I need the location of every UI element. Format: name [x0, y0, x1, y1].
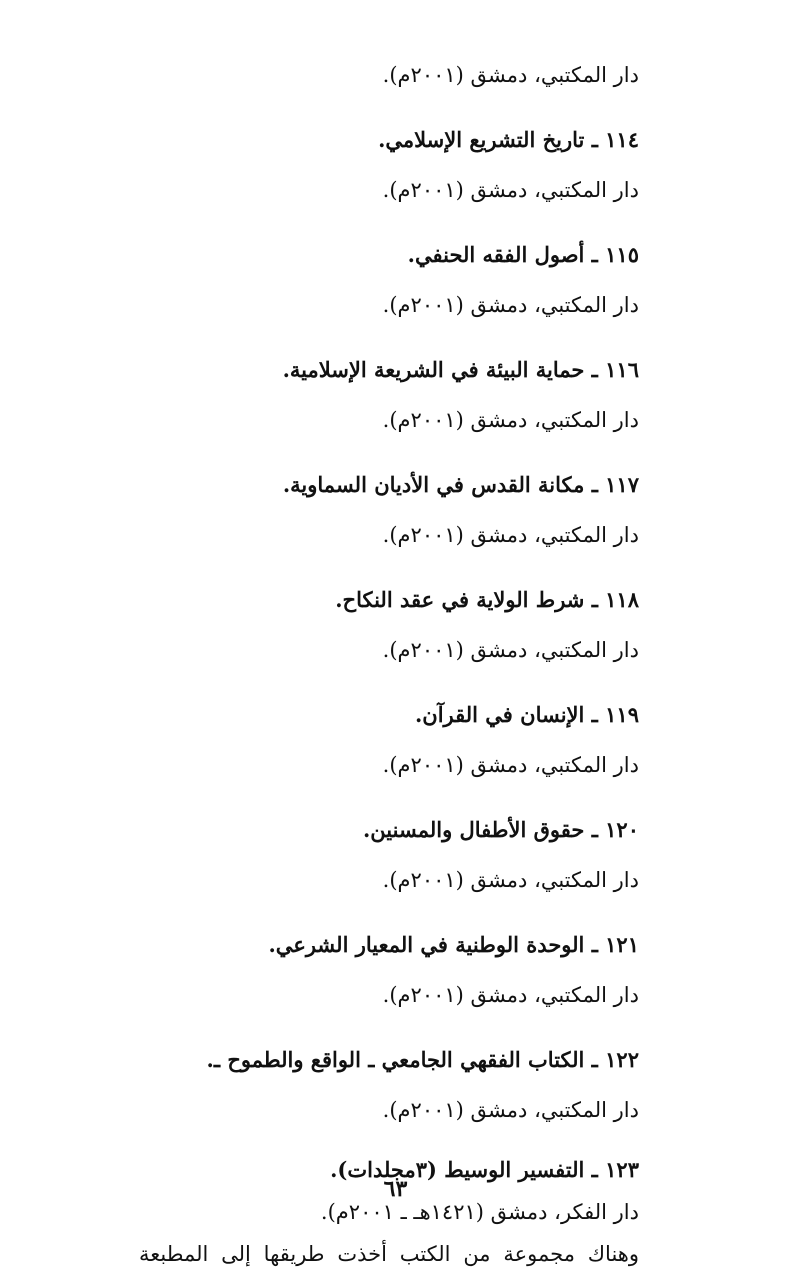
- list-item: [119, 689, 639, 791]
- list-item: [119, 1149, 639, 1275]
- bibliography-list: [119, 50, 639, 1288]
- publisher-line: دار المكتبي، دمشق (٢٠٠١م).: [382, 293, 639, 317]
- book-title: ١١٥ ـ أصول الفقه الحنفي.: [407, 242, 639, 267]
- page-number: ٦٣: [383, 1176, 408, 1202]
- publisher-line: دار المكتبي، دمشق (٢٠٠١م).: [382, 408, 639, 432]
- publisher-line: دار الفكر، دمشق (١٤٢١هـ ـ ٢٠٠١م).: [320, 1200, 639, 1224]
- book-title: ١١٦ ـ حماية البيئة في الشريعة الإسلامية.: [282, 357, 639, 382]
- list-item: [119, 459, 639, 561]
- book-title: ١٢١ ـ الوحدة الوطنية في المعيار الشرعي.: [268, 932, 639, 957]
- list-item: [119, 1034, 639, 1136]
- publisher-line: دار المكتبي، دمشق (٢٠٠١م).: [382, 1098, 639, 1122]
- closing-paragraph: وهناك مجموعة من الكتب أخذت طريقها إلى المطبعة: [139, 1242, 639, 1266]
- publisher-line: دار المكتبي، دمشق (٢٠٠١م).: [382, 63, 639, 87]
- list-item: [119, 50, 639, 101]
- book-title: ١٢٣ ـ التفسير الوسيط (٣مجلدات).: [330, 1157, 639, 1182]
- publisher-line: دار المكتبي، دمشق (٢٠٠١م).: [382, 523, 639, 547]
- list-item: [119, 919, 639, 1021]
- list-item: [119, 344, 639, 446]
- list-item: [119, 574, 639, 676]
- book-title: ١٢٠ ـ حقوق الأطفال والمسنين.: [362, 817, 639, 842]
- publisher-line: دار المكتبي، دمشق (٢٠٠١م).: [382, 753, 639, 777]
- book-title: ١٢٢ ـ الكتاب الفقهي الجامعي ـ الواقع والطموح ـ.: [206, 1047, 639, 1072]
- list-item: [119, 114, 639, 216]
- publisher-line: دار المكتبي، دمشق (٢٠٠١م).: [382, 178, 639, 202]
- book-title: ١١٧ ـ مكانة القدس في الأديان السماوية.: [282, 472, 639, 497]
- publisher-line: دار المكتبي، دمشق (٢٠٠١م).: [382, 638, 639, 662]
- book-title: ١١٩ ـ الإنسان في القرآن.: [414, 702, 639, 727]
- book-title: ١١٤ ـ تاريخ التشريع الإسلامي.: [378, 127, 639, 152]
- book-title: ١١٨ ـ شرط الولاية في عقد النكاح.: [335, 587, 639, 612]
- list-item: [119, 804, 639, 906]
- list-item: [119, 229, 639, 331]
- publisher-line: دار المكتبي، دمشق (٢٠٠١م).: [382, 868, 639, 892]
- publisher-line: دار المكتبي، دمشق (٢٠٠١م).: [382, 983, 639, 1007]
